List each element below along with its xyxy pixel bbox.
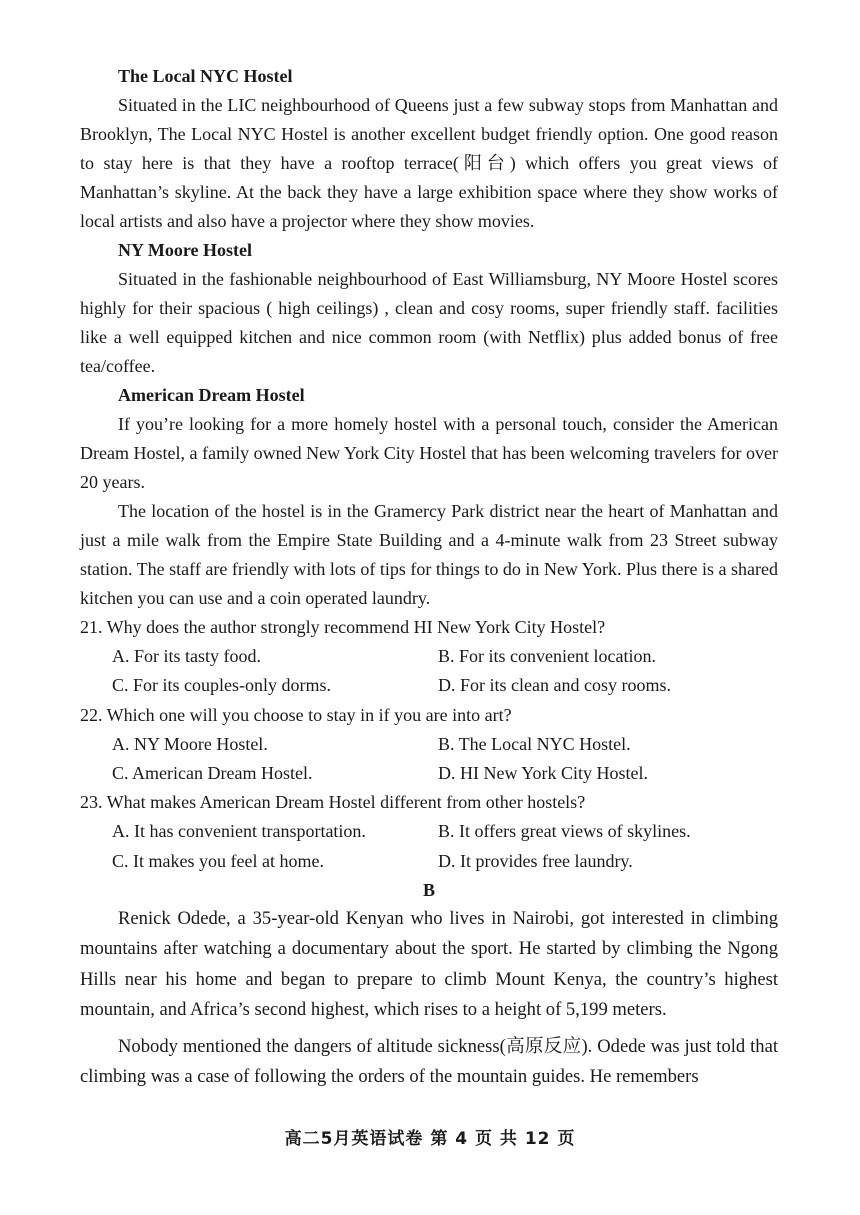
hostel-section-american-dream [80, 381, 778, 613]
question-options [112, 730, 778, 788]
question-stem: 23. What makes American Dream Hostel different from other hostels? [80, 792, 586, 813]
question-21 [80, 613, 778, 701]
question-options [112, 817, 778, 875]
option-c: C. For its couples-only dorms. [112, 675, 331, 696]
page-footer: 高二5月英语试卷 第 4 页 共 12 页 [284, 1129, 576, 1149]
question-22 [80, 701, 778, 789]
page-content [80, 62, 778, 1093]
question-options [112, 642, 778, 700]
section-label: B [422, 879, 435, 900]
option-b: B. The Local NYC Hostel. [438, 733, 631, 754]
hostel-heading: American Dream Hostel [118, 385, 305, 405]
question-stem: 22. Which one will you choose to stay in if you are into art? [80, 704, 512, 725]
question-23 [80, 788, 778, 876]
hostel-paragraph: If you’re looking for a more homely hostel with a personal touch, consider the American Dream Hostel, a family owned New York City Hostel that has been welcoming travelers for over 20 years. [80, 414, 778, 492]
section-b [80, 876, 778, 1093]
option-d: D. It provides free laundry. [438, 850, 633, 871]
option-d: D. For its clean and cosy rooms. [438, 675, 671, 696]
hostel-heading: The Local NYC Hostel [118, 66, 293, 86]
hostel-paragraph: Situated in the LIC neighbourhood of Queens just a few subway stops from Manhattan and Brooklyn, The Local NYC Hostel is another excellent budget friendly option. One good reason to stay here is that they have a rooftop terrace(阳台) which offers you great views of Manhattan’s skyline. At the back they have a large exhibition space where they show works of local artists and also have a projector where they show movies. [80, 95, 778, 231]
hostel-paragraph: The location of the hostel is in the Gramercy Park district near the heart of Manhattan and just a mile walk from the Empire State Building and a 4-minute walk from 23 Street subway station. The staff are friendly with lots of tips for things to do in New York. Plus there is a shared kitchen you can use and a coin operated laundry. [80, 501, 778, 608]
hostel-section-local-nyc [80, 62, 778, 236]
option-c: C. It makes you feel at home. [112, 850, 324, 871]
passage-paragraph: Nobody mentioned the dangers of altitude sickness(高原反应). Odede was just told that climbing was a case of following the orders of the mountain guides. He remembers [80, 1035, 778, 1088]
hostel-paragraph: Situated in the fashionable neighbourhood of East Williamsburg, NY Moore Hostel scores highly for their spacious ( high ceilings) , clean and cosy rooms, super friendly staff. facilities like a well equipped kitchen and nice common room (with Netflix) plus added bonus of free tea/coffee. [80, 269, 778, 376]
question-stem: 21. Why does the author strongly recommend HI New York City Hostel? [80, 617, 606, 637]
passage-paragraph: Renick Odede, a 35-year-old Kenyan who lives in Nairobi, got interested in climbing mountains after watching a documentary about the sport. He started by climbing the Ngong Hills near his home and began to prepare to climb Mount Kenya, the country’s highest mountain, and Africa’s second highest, which rises to a height of 5,199 meters. [80, 907, 778, 1021]
hostel-heading: NY Moore Hostel [118, 240, 252, 260]
option-a: A. NY Moore Hostel. [112, 733, 268, 754]
hostel-section-ny-moore [80, 236, 778, 381]
option-c: C. American Dream Hostel. [112, 763, 313, 784]
option-b: B. For its convenient location. [438, 646, 656, 667]
option-d: D. HI New York City Hostel. [438, 763, 649, 784]
option-a: A. For its tasty food. [112, 646, 262, 667]
option-b: B. It offers great views of skylines. [438, 821, 691, 842]
option-a: A. It has convenient transportation. [112, 821, 366, 842]
